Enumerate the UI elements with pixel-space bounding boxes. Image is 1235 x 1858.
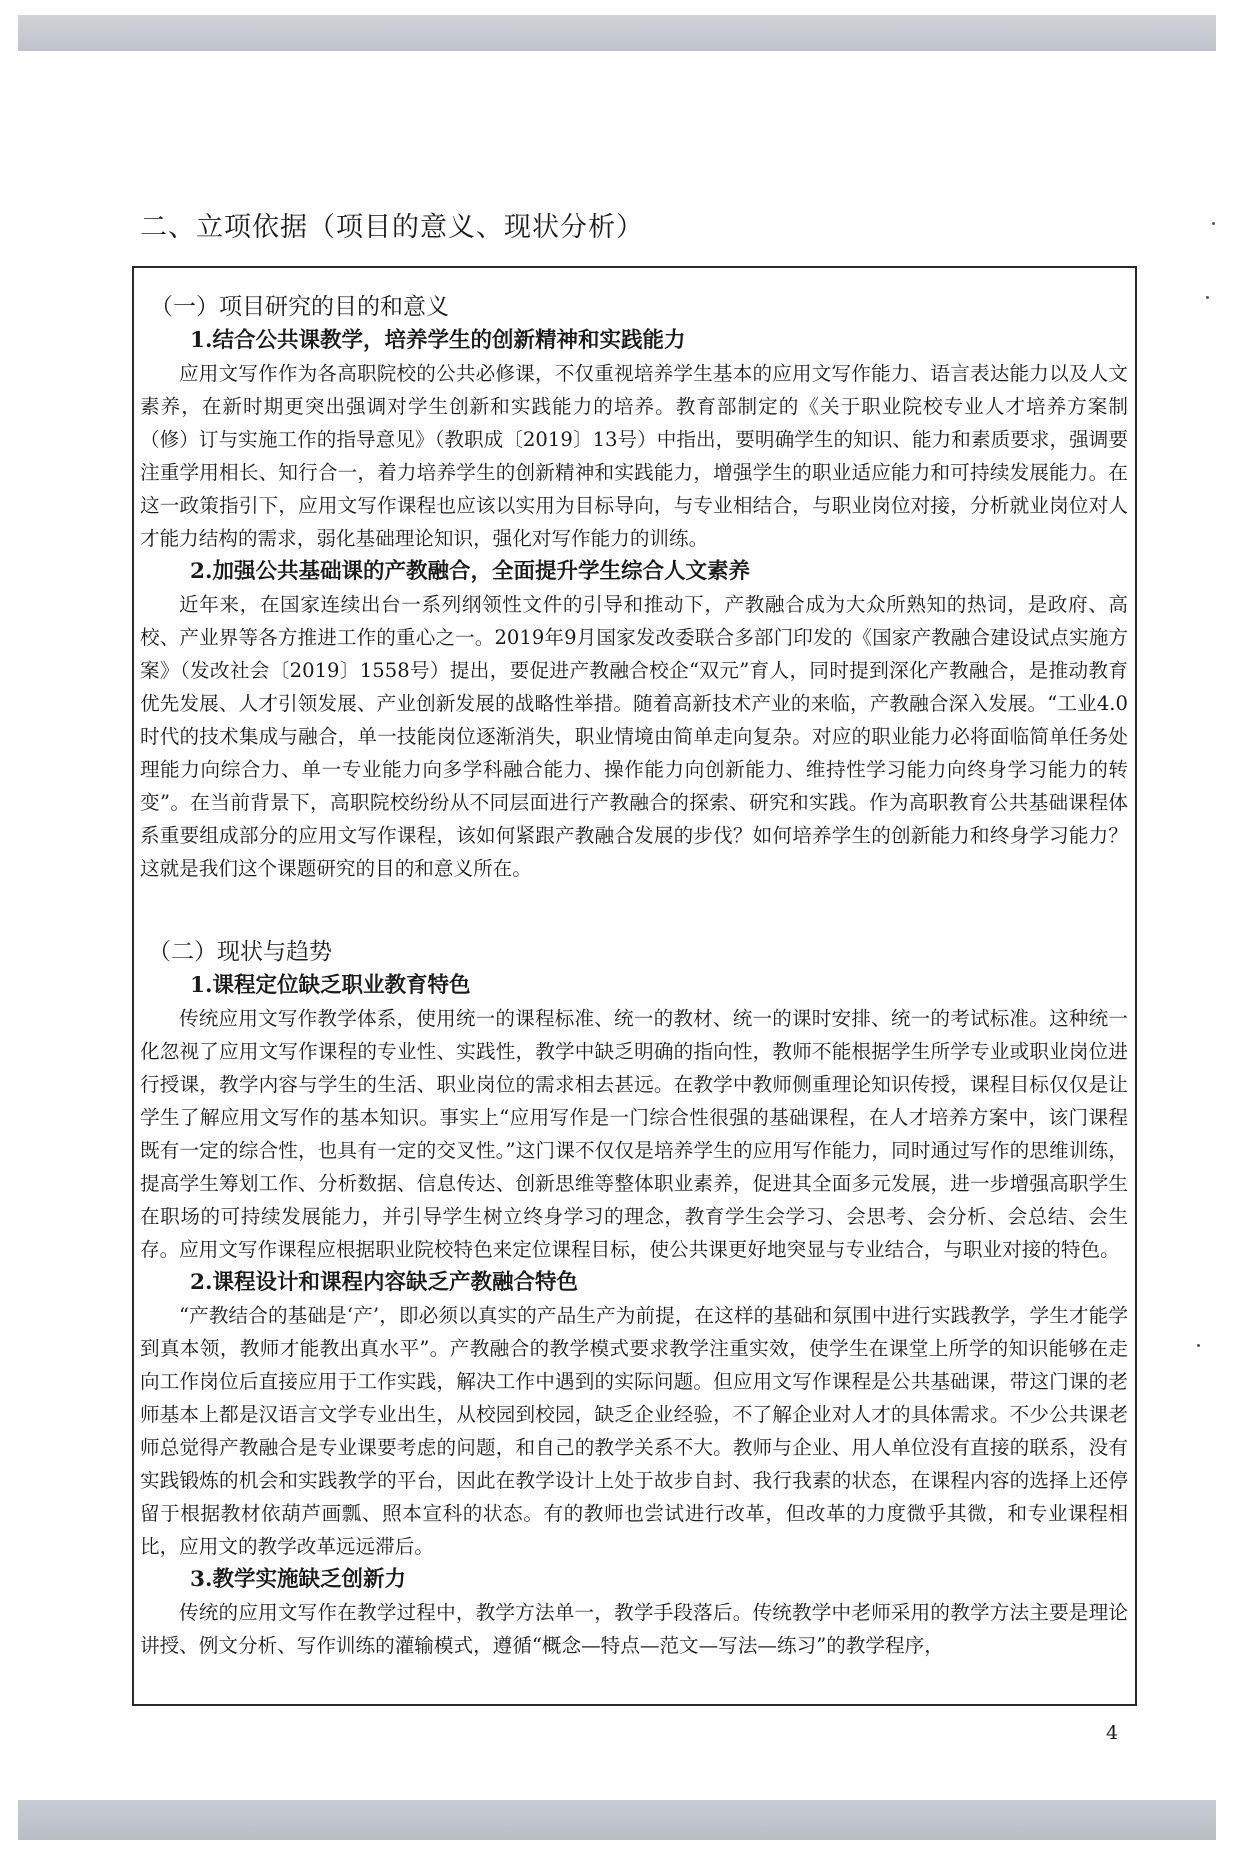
part1-item2-text: 近年来，在国家连续出台一系列纲领性文件的引导和推动下，产教融合成为大众所熟知的热词，是政府、高校、产业界等各方推进工作的重心之一。2019年9月国家发改委联合多部门印发的《国家产教融合建设试点实施方案》（发改社会〔2019〕1558号）提出，要促进产教融合校企“双元”育人，同时提到深化产教融合，是推动教育优先发展、人才引领发展、产业创新发展的战略性举措。随着高新技术产业的来临，产教融合深入发展。“工业4.0时代的技术集成与融合，单一技能岗位逐渐消失，职业情境由简单走向复杂。对应的职业能力必将面临简单任务处理能力向综合力、单一专业能力向多学科融合能力、操作能力向创新能力、维持性学习能力向终身学习能力的转变”。在当前背景下，高职院校纷纷从不同层面进行产教融合的探索、研究和实践。作为高职教育公共基础课程体系重要组成部分的应用文写作课程，该如何紧跟产教融合发展的步伐？如何培养学生的创新能力和终身学习能力？这就是我们这个课题研究的目的和意义所在。 [140,593,1128,880]
document-body [138,290,1130,1662]
part2-item2-title: 2.课程设计和课程内容缺乏产教融合特色 [190,1270,578,1295]
part1-item1-text: 应用文写作作为各高职院校的公共必修课，不仅重视培养学生基本的应用文写作能力、语言表达能力以及人文素养，在新时期更突出强调对学生创新和实践能力的培养。教育部制定的《关于职业院校专业人才培养方案制（修）订与实施工作的指导意见》（教职成〔2019〕13号）中指出，要明确学生的知识、能力和素质要求，强调要注重学用相长、知行合一，着力培养学生的创新精神和实践能力，增强学生的职业适应能力和可持续发展能力。在这一政策指引下，应用文写作课程也应该以实用为目标导向，与专业相结合，与职业岗位对接，分析就业岗位对人才能力结构的需求，弱化基础理论知识，强化对写作能力的训练。 [140,362,1128,550]
scan-edge-top [18,15,1216,51]
part2-heading: （二）现状与趋势 [148,939,332,965]
part1-item2-title: 2.加强公共基础课的产教融合，全面提升学生综合人文素养 [190,559,750,584]
part2-item3-title: 3.教学实施缺乏创新力 [190,1567,406,1592]
scan-speck [1212,222,1215,225]
part1-item1-title: 1.结合公共课教学，培养学生的创新精神和实践能力 [190,328,686,353]
scan-speck [1197,1344,1200,1347]
section-title: 二、立项依据（项目的意义、现状分析） [140,212,644,243]
page-number: 4 [1106,1722,1119,1744]
part2-item3-text: 传统的应用文写作在教学过程中，教学方法单一，教学手段落后。传统教学中老师采用的教学方法主要是理论讲授、例文分析、写作训练的灌输模式，遵循“概念—特点—范文—写法—练习”的教学程序， [140,1601,1128,1657]
part2-item1-title: 1.课程定位缺乏职业教育特色 [190,973,471,998]
scan-speck [1206,296,1209,299]
part1-heading: （一）项目研究的目的和意义 [150,294,449,320]
part2-item2-text: “产教结合的基础是‘产’，即必须以真实的产品生产为前提，在这样的基础和氛围中进行实践教学，学生才能学到真本领，教师才能教出真水平”。产教融合的教学模式要求教学注重实效，使学生在课堂上所学的知识能够在走向工作岗位后直接应用于工作实践，解决工作中遇到的实际问题。但应用文写作课程是公共基础课，带这门课的老师基本上都是汉语言文学专业出生，从校园到校园，缺乏企业经验，不了解企业对人才的具体需求。不少公共课老师总觉得产教融合是专业课要考虑的问题，和自己的教学关系不大。教师与企业、用人单位没有直接的联系，没有实践锻炼的机会和实践教学的平台，因此在教学设计上处于故步自封、我行我素的状态，在课程内容的选择上还停留于根据教材依葫芦画瓢、照本宣科的状态。有的教师也尝试进行改革，但改革的力度微乎其微，和专业课程相比，应用文的教学改革远远滞后。 [140,1304,1128,1558]
part2-item1-text: 传统应用文写作教学体系，使用统一的课程标准、统一的教材、统一的课时安排、统一的考试标准。这种统一化忽视了应用文写作课程的专业性、实践性，教学中缺乏明确的指向性，教师不能根据学生所学专业或职业岗位进行授课，教学内容与学生的生活、职业岗位的需求相去甚远。在教学中教师侧重理论知识传授，课程目标仅仅是让学生了解应用文写作的基本知识。事实上“应用写作是一门综合性很强的基础课程，在人才培养方案中，该门课程既有一定的综合性，也具有一定的交叉性。”这门课不仅仅是培养学生的应用写作能力，同时通过写作的思维训练，提高学生筹划工作、分析数据、信息传达、创新思维等整体职业素养，促进其全面多元发展，进一步增强高职学生在职场的可持续发展能力，并引导学生树立终身学习的理念，教育学生会学习、会思考、会分析、会总结、会生存。应用文写作课程应根据职业院校特色来定位课程目标，使公共课更好地突显与专业结合，与职业对接的特色。 [140,1007,1128,1261]
scan-edge-bottom [18,1800,1216,1840]
